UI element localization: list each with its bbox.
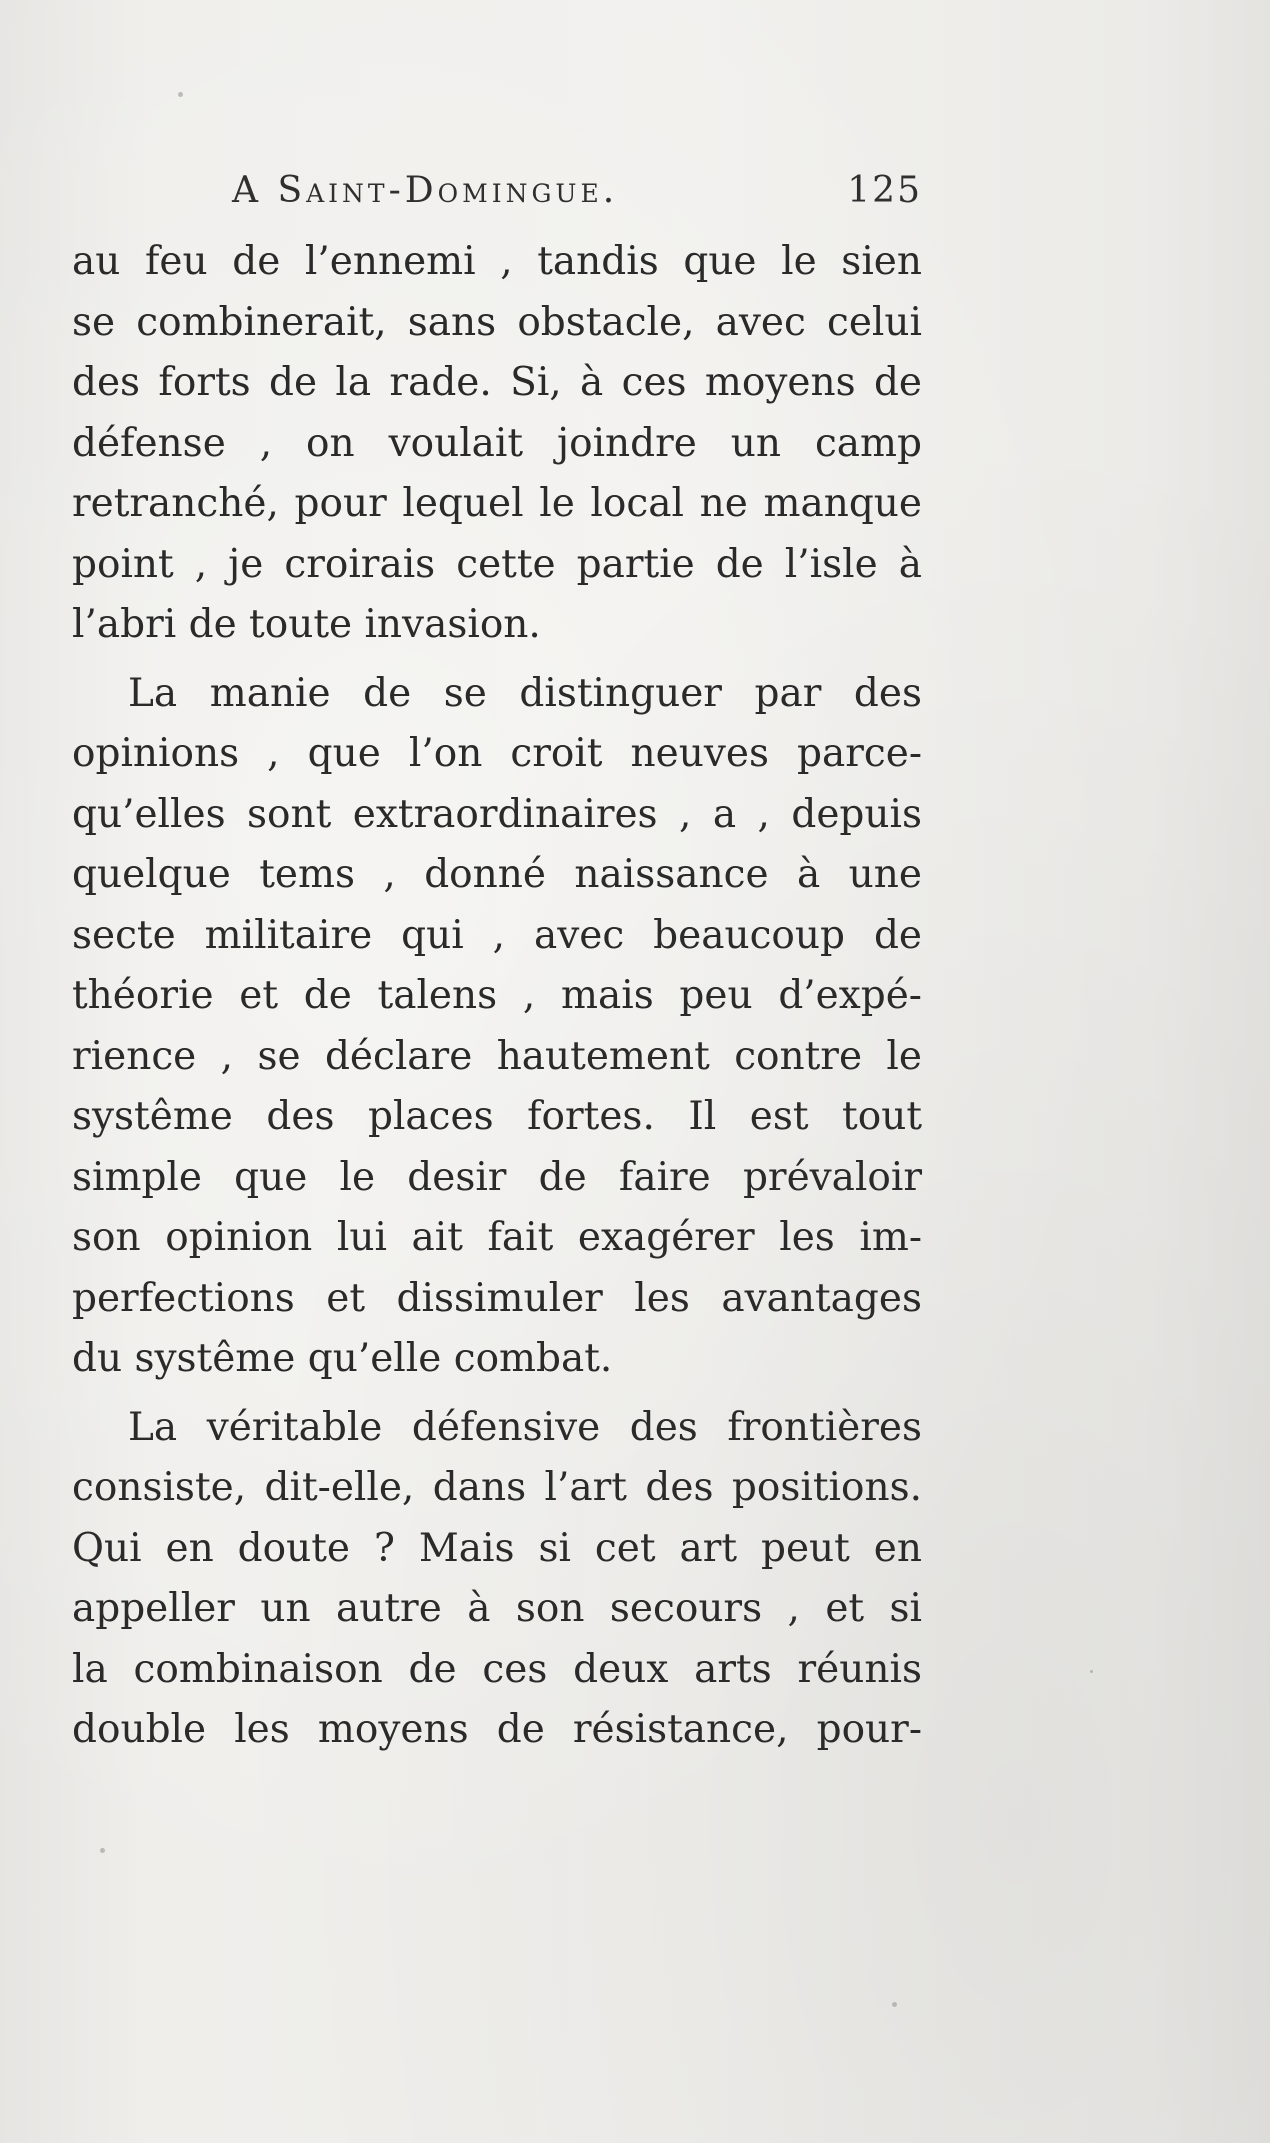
text-line: qu’elles sont extraordinaires , a , depuis (72, 791, 922, 837)
text-line: du systême qu’elle combat. (72, 1336, 613, 1381)
text-line: Qui en doute ? Mais si cet art peut en (72, 1525, 922, 1571)
text-line: des forts de la rade. Si, à ces moyens de (72, 360, 922, 405)
page-number: 125 (847, 170, 922, 211)
text-line: point , je croirais cette partie de l’isle à (72, 541, 922, 587)
text-line: simple que le desir de faire prévaloir (72, 1154, 922, 1200)
paper-speck (100, 1848, 105, 1853)
text-line: se combinerait, sans obstacle, avec celui (72, 299, 922, 345)
text-line: systême des places fortes. Il est tout (72, 1094, 922, 1139)
text-line: retranché, pour lequel le local ne manque (72, 481, 922, 526)
paragraph-2 (72, 664, 922, 1390)
text-line: appeller un autre à son secours , et si (72, 1586, 922, 1631)
text-line: rience , se déclare hautement contre le (72, 1033, 922, 1079)
text-line: consiste, dit-elle, dans l’art des positions. (72, 1465, 922, 1510)
text-line: la combinaison de ces deux arts réunis (72, 1646, 922, 1692)
paragraph-3 (72, 1398, 922, 1761)
text-line: théorie et de talens , mais peu d’expé- (72, 973, 922, 1018)
running-title: A Saint-Domingue. (232, 170, 619, 211)
text-line: La véritable défensive des frontières (128, 1404, 922, 1450)
text-line: perfections et dissimuler les avantages (72, 1275, 922, 1321)
text-line: secte militaire qui , avec beaucoup de (72, 912, 922, 958)
text-line: quelque tems , donné naissance à une (72, 852, 922, 897)
text-line: opinions , que l’on croit neuves parce- (72, 731, 922, 776)
text-line: double les moyens de résistance, pour- (72, 1707, 922, 1752)
text-line: défense , on voulait joindre un camp (72, 420, 922, 466)
text-line: au feu de l’ennemi , tandis que le sien (72, 239, 922, 284)
paper-speck (892, 2002, 897, 2007)
text-line: La manie de se distinguer par des (128, 670, 922, 716)
running-header (232, 170, 922, 220)
paper-speck (1090, 1670, 1093, 1673)
text-line: l’abri de toute invasion. (72, 602, 541, 647)
paragraph-1 (72, 232, 922, 656)
paper-speck (178, 92, 183, 97)
text-line: son opinion lui ait fait exagérer les im- (72, 1215, 922, 1260)
body-text (72, 232, 922, 1769)
